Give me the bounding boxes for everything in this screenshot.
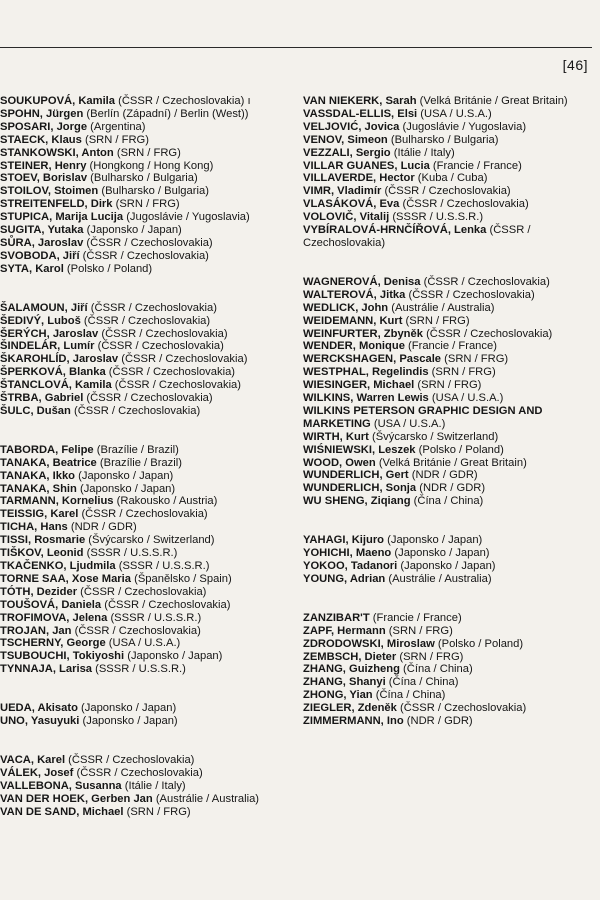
entry-country: (ČSSR / Czechoslovakia)	[77, 585, 207, 598]
entry-country: (Bulharsko / Bulgaria)	[387, 133, 499, 146]
index-entry	[0, 483, 291, 496]
index-entry	[0, 366, 291, 379]
entry-country: (NDR / GDR)	[403, 715, 473, 728]
index-entry	[0, 560, 291, 573]
entry-country: (SRN / FRG)	[402, 314, 470, 327]
index-entry	[303, 108, 592, 121]
index-entry	[303, 366, 592, 379]
entry-name: ZANZIBAR'T	[303, 611, 370, 624]
entry-name: WIRTH, Kurt	[303, 430, 369, 443]
index-entry	[0, 521, 291, 534]
entry-country: (ČSSR / Czechoslovakia)	[399, 198, 529, 211]
entry-name: TANAKA, Shin	[0, 482, 77, 495]
index-entry	[303, 315, 592, 328]
entry-name: STEINER, Henry	[0, 159, 87, 172]
entry-name: TORNE SAA, Xose Maria	[0, 572, 131, 585]
entry-name: SYTA, Karol	[0, 262, 64, 275]
entry-country: (Španělsko / Spain)	[130, 572, 232, 585]
index-entry	[0, 185, 291, 198]
entry-name: VAN NIEKERK, Sarah	[303, 95, 417, 107]
entry-name: WEINFURTER, Zbyněk	[303, 327, 423, 340]
entry-country: (Francie / France)	[369, 611, 462, 624]
entry-country: (Francie / France)	[429, 159, 522, 172]
entry-country: (Velká Británie / Great Britain)	[375, 456, 527, 469]
entry-country: (ČSSR / Czechoslovakia)	[70, 404, 201, 417]
entry-country: (ČSSR / Czechoslovakia)	[101, 598, 231, 611]
index-entry	[0, 625, 291, 638]
entry-name: SVOBODA, Jiří	[0, 249, 80, 262]
index-entry	[303, 121, 592, 134]
entry-country: (Brazílie / Brazil)	[93, 443, 179, 456]
entry-country: (Japonsko / Japan)	[76, 482, 176, 495]
index-entry	[303, 547, 592, 560]
entry-name: TROJAN, Jan	[0, 624, 72, 637]
index-entry	[0, 340, 291, 353]
entry-country: (Jugoslávie / Yugoslavia)	[399, 120, 527, 133]
index-entry	[0, 224, 291, 237]
index-entry	[303, 663, 592, 676]
entry-name: ZHONG, Yian	[303, 689, 373, 702]
index-entry	[303, 431, 592, 444]
index-entry	[0, 147, 291, 160]
entry-country: (SRN / FRG)	[441, 353, 509, 366]
top-rule	[0, 47, 592, 48]
entry-name: YOHICHI, Maeno	[303, 547, 392, 560]
entry-country: (SRN / FRG)	[414, 379, 482, 392]
entry-country: (ČSSR / Czechoslovakia)	[396, 702, 527, 715]
entry-country: (Berlín (Západní) / Berlin (West))	[83, 107, 249, 120]
entry-country: (USA / U.S.A.)	[428, 392, 504, 405]
index-entry	[0, 715, 291, 728]
entry-name: TKAČENKO, Ljudmila	[0, 560, 116, 572]
index-entry	[0, 379, 291, 392]
index-entry	[303, 289, 592, 302]
entry-country: (ČSSR / Czechoslovakia)	[98, 327, 228, 340]
entry-name: TOUŠOVÁ, Daniela	[0, 598, 102, 611]
section-gap	[0, 728, 291, 754]
index-entry	[303, 612, 592, 625]
index-entry	[0, 121, 291, 134]
entry-country: (SSSR / U.S.S.R.)	[92, 663, 186, 676]
entry-country: (ČSSR / Czechoslovakia)	[105, 366, 236, 379]
entry-country: (Čína / China)	[372, 689, 446, 702]
entry-name: SPOHN, Jürgen	[0, 107, 84, 120]
entry-country: (SRN / FRG)	[81, 133, 149, 146]
index-entry	[303, 560, 592, 573]
index-entry	[303, 302, 592, 315]
index-entry	[303, 147, 592, 160]
index-entry	[0, 586, 291, 599]
entry-country: (Austrálie / Australia)	[385, 572, 492, 585]
entry-name: UNO, Yasuyuki	[0, 715, 80, 728]
entry-name: YOKOO, Tadanori	[303, 560, 398, 572]
index-entry	[303, 392, 592, 405]
entry-name: ŠINDELÁR, Lumír	[0, 340, 95, 353]
index-entry	[0, 302, 291, 315]
entry-name: VEZZALI, Sergio	[303, 146, 391, 159]
index-entry	[0, 211, 291, 224]
entry-country: (Japonsko / Japan)	[79, 715, 178, 728]
index-entry	[0, 328, 291, 341]
entry-country: (Hongkong / Hong Kong)	[86, 159, 214, 172]
index-entry	[0, 534, 291, 547]
index-entry	[0, 754, 291, 767]
entry-country: (ČSSR / Czechoslovakia)	[73, 766, 203, 779]
index-entry	[0, 353, 291, 366]
entry-name: WENDER, Monique	[303, 340, 405, 353]
index-entry	[0, 315, 291, 328]
entry-country: (Bulharsko / Bulgaria)	[98, 185, 209, 198]
entry-country: (Japonsko / Japan)	[384, 534, 483, 547]
entry-country: (USA / U.S.A.)	[417, 107, 492, 120]
index-entry	[0, 172, 291, 185]
entry-name: ŠTANCLOVÁ, Kamila	[0, 379, 112, 392]
entry-country: (Polsko / Poland)	[63, 262, 153, 275]
index-entry	[303, 534, 592, 547]
entry-country: (NDR / GDR)	[67, 521, 137, 534]
entry-country: (SRN / FRG)	[428, 366, 496, 379]
entry-country: (SRN / FRG)	[385, 624, 453, 637]
entry-country: (Polsko / Poland)	[434, 637, 524, 650]
entry-country: (NDR / GDR)	[416, 482, 486, 495]
entry-country: (USA / U.S.A.)	[370, 417, 446, 430]
entry-name: ŠPERKOVÁ, Blanka	[0, 366, 106, 379]
entry-name: YAHAGI, Kijuro	[303, 534, 385, 547]
entry-name: WUNDERLICH, Sonja	[303, 482, 417, 495]
index-entry	[303, 379, 592, 392]
entry-country: (SSSR / U.S.S.R.)	[83, 547, 178, 560]
entry-name: TYNNAJA, Larisa	[0, 663, 93, 676]
entry-name: WU SHENG, Ziqiang	[303, 495, 411, 508]
entry-country: (ČSSR / Czechoslovakia)	[80, 314, 211, 327]
entry-name: VAN DER HOEK, Gerben Jan	[0, 792, 153, 805]
index-entry	[303, 340, 592, 353]
entry-name: VLASÁKOVÁ, Eva	[303, 198, 400, 211]
index-entry	[303, 276, 592, 289]
index-entry	[0, 612, 291, 625]
entry-name: VENOV, Simeon	[303, 133, 388, 146]
entry-name: YOUNG, Adrian	[303, 572, 386, 585]
index-entry	[303, 328, 592, 341]
entry-name: VALLEBONA, Susanna	[0, 779, 122, 792]
index-entry	[0, 470, 291, 483]
index-entry	[0, 405, 291, 418]
index-entry	[303, 702, 592, 715]
index-entry	[0, 650, 291, 663]
index-entry	[0, 495, 291, 508]
entry-country: (ČSSR / Czechoslovakia)	[405, 288, 535, 301]
entry-country: (SRN / FRG)	[112, 198, 180, 211]
page-number: [46]	[562, 57, 588, 73]
entry-country: (ČSSR / Czechoslovakia)	[83, 392, 213, 405]
index-entry	[303, 172, 592, 185]
entry-country: (Japonsko / Japan)	[397, 560, 496, 572]
entry-name: WIŚNIEWSKI, Leszek	[303, 443, 416, 456]
index-entry	[0, 573, 291, 586]
index-entry	[303, 715, 592, 728]
entry-country: (ČSSR / Czechoslovakia)	[79, 249, 209, 262]
entry-country: (Brazílie / Brazil)	[96, 456, 182, 469]
entry-country: (ČSSR / Czechoslovakia)	[65, 753, 195, 766]
index-entry	[0, 198, 291, 211]
index-entry	[303, 444, 592, 457]
entry-country: (Itálie / Italy)	[390, 146, 455, 159]
entry-name: TSUBOUCHI, Tokiyoshi	[0, 650, 125, 663]
entry-country: (Čína / China)	[385, 676, 459, 689]
entry-country: (Japonsko / Japan)	[83, 224, 182, 237]
entry-country: (ČSSR / Czechoslovakia)	[420, 275, 550, 288]
entry-country: (Kuba / Cuba)	[414, 172, 488, 185]
entry-name: STREITENFELD, Dirk	[0, 198, 113, 211]
entry-country: (ČSSR / Czechoslovakia)	[83, 236, 213, 249]
entry-name: TEISSIG, Karel	[0, 508, 79, 521]
entry-name: STANKOWSKI, Anton	[0, 146, 114, 159]
entry-country: (SRN / FRG)	[113, 146, 181, 159]
entry-name: SUGITA, Yutaka	[0, 224, 84, 237]
entry-name: WAGNEROVÁ, Denisa	[303, 275, 421, 288]
entry-name: VACA, Karel	[0, 753, 66, 766]
index-entry	[0, 599, 291, 612]
entry-name: TISSI, Rosmarie	[0, 534, 86, 547]
entry-name: VILLAVERDE, Hector	[303, 172, 415, 185]
entry-name: UEDA, Akisato	[0, 702, 78, 715]
index-entry	[303, 95, 592, 108]
entry-name: VASSDAL-ELLIS, Elsi	[303, 107, 418, 120]
index-entry	[303, 185, 592, 198]
entry-name: ZHANG, Shanyi	[303, 676, 386, 689]
entry-country: (Japonsko / Japan)	[75, 469, 174, 482]
entry-name: ŠULC, Dušan	[0, 404, 71, 417]
entry-name: TARMANN, Kornelius	[0, 495, 114, 508]
index-entry	[303, 134, 592, 147]
index-entry	[303, 211, 592, 224]
entry-name: ZDRODOWSKI, Miroslaw	[303, 637, 435, 650]
section-gap	[303, 586, 592, 612]
entry-name: VOLOVIČ, Vitalij	[303, 211, 390, 224]
index-entry	[303, 495, 592, 508]
entry-name: TICHA, Hans	[0, 521, 68, 534]
entry-country: (Austrálie / Australia)	[388, 301, 495, 314]
index-entry	[303, 625, 592, 638]
entry-name: STAECK, Klaus	[0, 133, 82, 146]
index-entry	[0, 237, 291, 250]
index-entry	[0, 702, 291, 715]
entry-name: ŠTRBA, Gabriel	[0, 392, 84, 405]
index-entry	[0, 637, 291, 650]
entry-name: WALTEROVÁ, Jitka	[303, 288, 406, 301]
entry-name: TSCHERNY, George	[0, 637, 106, 650]
entry-country: (Bulharsko / Bulgaria)	[87, 172, 198, 185]
index-entry	[303, 457, 592, 470]
entry-country: (SSSR / U.S.S.R.)	[115, 560, 210, 572]
entry-name: SOUKUPOVÁ, Kamila	[0, 95, 116, 107]
index-entry	[0, 767, 291, 780]
entry-country: (Francie / France)	[404, 340, 497, 353]
entry-country: (Čína / China)	[399, 663, 473, 676]
index-entry	[0, 793, 291, 806]
entry-name: WILKINS, Warren Lewis	[303, 392, 429, 405]
section-gap	[0, 418, 291, 444]
index-entry	[0, 663, 291, 676]
entry-country: (SRN / FRG)	[396, 650, 464, 663]
entry-name: SŮRA, Jaroslav	[0, 236, 84, 249]
entry-country: (SRN / FRG)	[123, 805, 191, 818]
entry-name: WEDLICK, John	[303, 301, 389, 314]
entry-country: (Čína / China)	[410, 495, 484, 508]
right-column	[303, 95, 592, 728]
index-entry	[0, 806, 291, 819]
entry-name: VÁLEK, Josef	[0, 766, 74, 779]
index-entry	[0, 95, 291, 108]
entry-name: TIŠKOV, Leonid	[0, 547, 84, 560]
entry-name: WERCKSHAGEN, Pascale	[303, 353, 442, 366]
index-entry	[0, 250, 291, 263]
entry-country: (ČSSR / Czechoslovakia)	[118, 353, 248, 366]
entry-country: (Švýcarsko / Switzerland)	[85, 534, 215, 547]
entry-country: (Japonsko / Japan)	[124, 650, 223, 663]
entry-name: TANAKA, Beatrice	[0, 456, 97, 469]
index-entry	[0, 547, 291, 560]
index-entry	[0, 108, 291, 121]
section-gap	[0, 276, 291, 302]
section-gap	[303, 250, 592, 276]
entry-country: (Japonsko / Japan)	[77, 702, 177, 715]
entry-name: ŠALAMOUN, Jiří	[0, 301, 88, 314]
index-entry	[303, 469, 592, 482]
entry-name: SPOSARI, Jorge	[0, 120, 88, 133]
index-entry	[303, 160, 592, 173]
index-entry	[303, 198, 592, 211]
index-entry	[0, 134, 291, 147]
entry-name: STOILOV, Stoimen	[0, 185, 99, 198]
entry-country: (Velká Británie / Great Britain)	[416, 95, 568, 107]
index-entry	[0, 508, 291, 521]
entry-country: (Švýcarsko / Switzerland)	[368, 430, 499, 443]
index-entry	[303, 638, 592, 651]
entry-country: (ČSSR / Czechoslovakia)	[111, 379, 242, 392]
entry-country: (Argentina)	[87, 120, 146, 133]
entry-name: WUNDERLICH, Gert	[303, 469, 409, 482]
entry-country: (ČSSR / Czechoslovakia)	[303, 224, 531, 249]
entry-name: ŠKAROHLÍD, Jaroslav	[0, 353, 119, 366]
entry-name: VYBÍRALOVÁ-HRNČÍŘOVÁ, Lenka	[303, 224, 487, 237]
entry-name: VIMR, Vladimír	[303, 185, 382, 198]
entry-name: WESTPHAL, Regelindis	[303, 366, 429, 379]
entry-name: ZIMMERMANN, Ino	[303, 715, 404, 728]
entry-country: (Jugoslávie / Yugoslavia)	[123, 211, 250, 224]
entry-country: (Japonsko / Japan)	[391, 547, 490, 560]
entry-country: (ČSSR / Czechoslovakia)	[381, 185, 511, 198]
index-entry	[303, 651, 592, 664]
entry-name: VILLAR GUANES, Lucia	[303, 159, 430, 172]
entry-name: TANAKA, Ikko	[0, 469, 76, 482]
entry-country: (ČSSR / Czechoslovakia)	[422, 327, 553, 340]
entry-country: (ČSSR / Czechoslovakia)	[94, 340, 224, 353]
entry-name: ŠEDIVÝ, Luboš	[0, 314, 81, 327]
entry-name: ZHANG, Guizheng	[303, 663, 400, 676]
entry-name: STUPICA, Marija Lucija	[0, 211, 124, 224]
index-entry	[0, 780, 291, 793]
entry-name: ZIEGLER, Zdeněk	[303, 702, 397, 715]
entry-country: (Austrálie / Australia)	[152, 792, 260, 805]
entry-country: (ČSSR / Czechoslovakia) ı	[115, 95, 251, 107]
entry-name: TABORDA, Felipe	[0, 443, 94, 456]
left-column	[0, 95, 291, 819]
entry-country: (SSSR / U.S.S.R.)	[389, 211, 484, 224]
entry-country: (ČSSR / Czechoslovakia)	[87, 301, 217, 314]
entry-name: ŠERÝCH, Jaroslav	[0, 327, 99, 340]
index-entry	[0, 160, 291, 173]
entry-name: ZEMBSCH, Dieter	[303, 650, 397, 663]
index-entry	[303, 482, 592, 495]
index-entry	[0, 457, 291, 470]
index-entry	[0, 263, 291, 276]
entry-name: VELJOVIĆ, Jovica	[303, 120, 400, 133]
index-entry	[0, 444, 291, 457]
section-gap	[303, 508, 592, 534]
section-gap	[0, 676, 291, 702]
entry-country: (Polsko / Poland)	[415, 443, 504, 456]
entry-name: TÓTH, Dezider	[0, 585, 78, 598]
index-entry	[303, 689, 592, 702]
entry-name: ZAPF, Hermann	[303, 624, 386, 637]
entry-country: (ČSSR / Czechoslovakia)	[71, 624, 201, 637]
entry-name: WOOD, Owen	[303, 456, 376, 469]
entry-name: TROFIMOVA, Jelena	[0, 611, 108, 624]
entry-country: (NDR / GDR)	[408, 469, 478, 482]
entry-country: (Rakousko / Austria)	[113, 495, 218, 508]
entry-name: WEIDEMANN, Kurt	[303, 314, 403, 327]
index-entry	[303, 353, 592, 366]
index-entry	[303, 676, 592, 689]
entry-country: (SSSR / U.S.S.R.)	[107, 611, 202, 624]
entry-name: WILKINS PETERSON GRAPHIC DESIGN AND MARKETING	[303, 404, 543, 430]
entry-name: STOEV, Borislav	[0, 172, 88, 185]
entry-country: (ČSSR / Czechoslovakia)	[78, 508, 208, 521]
index-entry	[303, 405, 592, 431]
index-entry	[303, 573, 592, 586]
entry-country: (USA / U.S.A.)	[105, 637, 181, 650]
entry-country: (Itálie / Italy)	[121, 779, 186, 792]
index-entry	[303, 224, 592, 250]
entry-name: WIESINGER, Michael	[303, 379, 415, 392]
entry-name: VAN DE SAND, Michael	[0, 805, 124, 818]
index-entry	[0, 392, 291, 405]
